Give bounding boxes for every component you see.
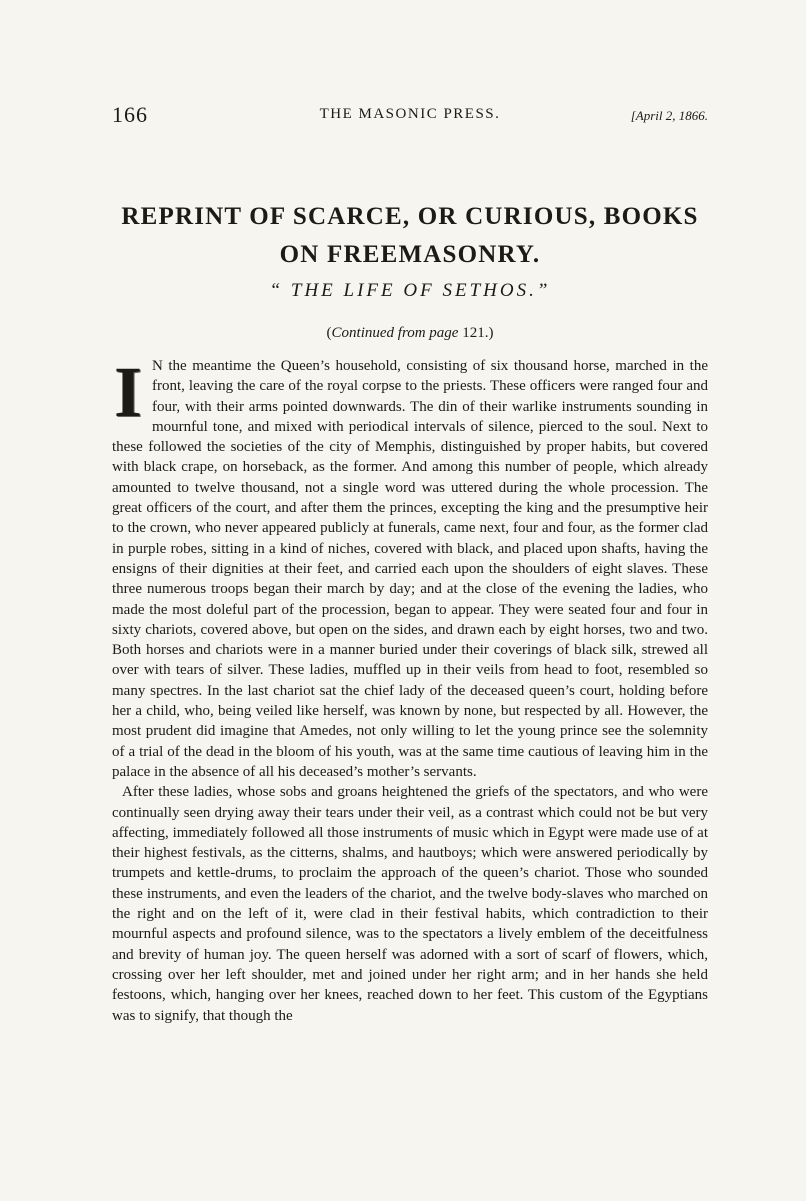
issue-date: [April 2, 1866. xyxy=(630,108,708,123)
continued-page: 121. xyxy=(462,325,489,341)
running-header xyxy=(112,102,708,132)
continued-label: Continued from page xyxy=(331,325,459,341)
continued-note: (Continued from page 121.) xyxy=(326,325,494,341)
paragraph-text: After these ladies, whose sobs and groans heightened the griefs of the spectators, and who were continually seen drying away their tears under their veil, as a contrast which could not be but very affecting, immediately followed all those instruments of music which in Egypt were made use of at their highest festivals, as the citterns, shalms, and hautboys; which were answered periodically by trumpets and kettle-drums, to proclaim the approach of the queen’s chariot. Those who sounded these instruments, and even the leaders of the chariot, and the twelve body-slaves who marched on the right and on the left of it, were clad in their festival habits, which contradiction to their mournful aspects and profound silence, was to the spectators a lively emblem of the deceitfulness and brevity of human joy. The queen herself was adorned with a sort of scarf of flowers, which, crossing over her left shoulder, met and joined under her right arm; and in her hands she held festoons, which, hanging over her knees, reached down to her feet. This custom of the Egyptians was to signify, that though the xyxy=(112,784,708,1024)
article-title: REPRINT OF SCARCE, OR CURIOUS, BOOKS ON FREEMASONRY. xyxy=(121,203,699,268)
page-number: 166 xyxy=(112,102,148,127)
paragraph xyxy=(112,352,708,782)
running-title: THE MASONIC PRESS. xyxy=(319,106,501,122)
paragraph-text: N the meantime the Queen’s household, consisting of six thousand horse, marched in the front, leaving the care of the royal corpse to the priests. These officers were ranged four and four, with their arms pointed downwards. The din of their warlike instruments sounding in mournful tone, and mixed with periodical intervals of silence, pierced to the soul. Next to these followed the societies of the city of Memphis, distinguished by proper habits, but covered with black crape, on horseback, as the former. And among this number of people, which already amounted to twelve thousand, not a single word was uttered during the whole procession. The great officers of the court, and after them the princes, excepting the king and the presumptive heir to the crown, who never appeared publicly at funerals, came next, four and four, as the former clad in purple robes, sitting in a kind of niches, covered with black, and placed upon shafts, having the ensigns of their dignities at their feet, and carried each upon the shoulders of eight slaves. These three numerous troops began their march by day; and at the close of the evening the ladies, who made the most doleful part of the procession, began to appear. They were seated four and four in sixty chariots, covered above, but open on the sides, and drawn each by eight horses, two and two. Both horses and chariots were in a manner buried under their coverings of black silk, strewed all over with tears of silver. These ladies, muffled up in their veils from head to foot, resembled so many spectres. In the last chariot sat the chief lady of the deceased queen’s court, holding before her a child, who, being veiled like herself, was known by none, but respected by all. However, the most prudent did imagine that Amedes, not only willing to let the young prince see the solemnity of a trial of the dead in the bloom of his youth, was at the same time cautious of leaving him in the palace in the absence of all his deceased’s mother’s servants. xyxy=(112,358,708,780)
paragraph xyxy=(112,782,708,1026)
article-subtitle: “ THE LIFE OF SETHOS.” xyxy=(269,280,551,301)
article-body xyxy=(112,352,708,1026)
drop-cap: I xyxy=(113,352,143,432)
